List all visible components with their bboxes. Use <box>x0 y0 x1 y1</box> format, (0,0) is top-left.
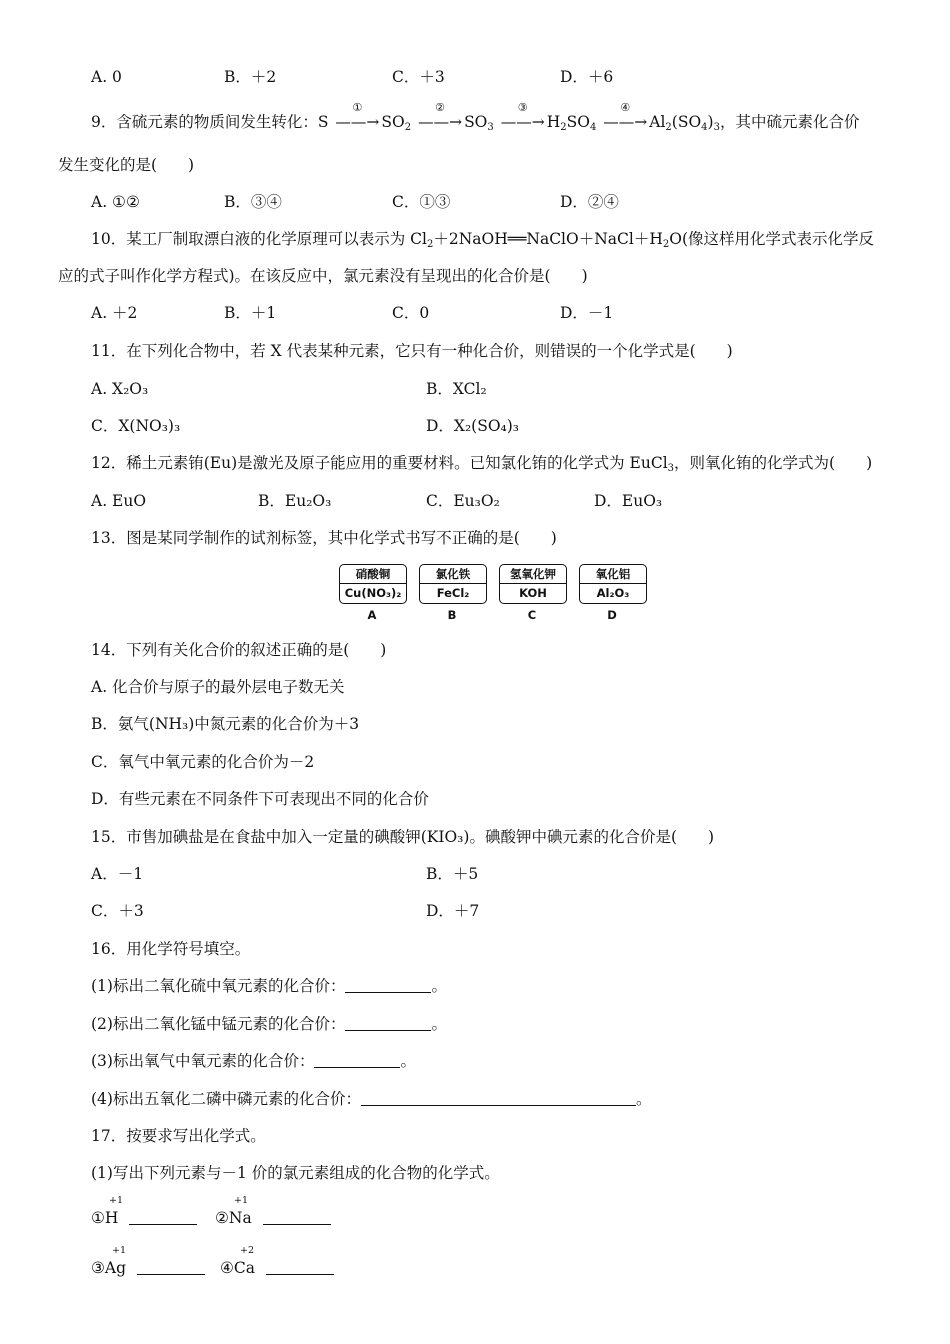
reagent-formula: Cu(NO₃)₂ <box>344 586 402 600</box>
arrow-icon: ① ——→ <box>335 112 379 132</box>
q17-item-na <box>215 1208 331 1228</box>
q12-stem: 12．稀土元素铕(Eu)是激光及原子能应用的重要材料。已知氯化铕的化学式为 EuCl$_3$，则氧化铕的化学式为( ) <box>91 454 873 474</box>
q12-text-a: 12．稀土元素铕(Eu)是激光及原子能应用的重要材料。已知氯化铕的化学式为 EuCl <box>91 454 668 472</box>
q9-stem: 9．含硫元素的物质间发生转化：S ① ——→ $SO_2$ ② ——→ $SO_3$ ③ ——→ $H_2SO_4$ ④ ——→ $Al_2(SO_4)_3$，其中硫元素化合价 <box>91 112 859 138</box>
q15-option-a: A．－1 <box>91 865 144 883</box>
q9-suffix: ，其中硫元素化合价 <box>719 113 860 131</box>
q11-option-c: C．X(NO₃)₃ <box>91 417 181 435</box>
answer-blank[interactable] <box>345 976 431 993</box>
charge-mark: +1 <box>234 1195 249 1206</box>
charge-mark: +1 <box>109 1195 124 1206</box>
q10-stem-line1: 10．某工厂制取漂白液的化学原理可以表示为 $Cl_2+2NaOH══NaClO+NaCl+H_2O$(像这样用化学式表示化学反 <box>91 230 875 250</box>
step-number: ③ <box>517 101 528 114</box>
q16-sub4 <box>91 1089 651 1109</box>
q10-text-a: 10．某工厂制取漂白液的化学原理可以表示为 Cl <box>91 230 427 248</box>
q16-sub4-text: (4)标出五氧化二磷中磷元素的化合价： <box>91 1090 361 1108</box>
q12-option-b: B．Eu₂O₃ <box>258 492 332 510</box>
reagent-letter: D <box>607 608 617 622</box>
reagent-label-b <box>419 564 487 604</box>
q16-stem: 16．用化学符号填空。 <box>91 940 251 958</box>
q8-option-d: D．＋6 <box>560 68 614 86</box>
reagent-label-a <box>339 564 407 604</box>
q15-stem: 15．市售加碘盐是在食盐中加入一定量的碘酸钾(KIO₃)。碘酸钾中碘元素的化合价是( ) <box>91 828 715 846</box>
q16-sub3-text: (3)标出氧气中氧元素的化合价： <box>91 1052 315 1070</box>
answer-blank[interactable] <box>266 1258 334 1275</box>
q10-option-a: A. ＋2 <box>91 304 138 322</box>
q10-stem-line2: 应的式子叫作化学方程式)。在该反应中，氯元素没有呈现出的化合价是( ) <box>58 267 588 285</box>
reagent-letter: B <box>447 608 457 622</box>
q10-option-c: C．0 <box>392 304 430 322</box>
q16-sub1 <box>91 976 447 996</box>
q17-item-h <box>91 1208 197 1228</box>
q15-option-d: D．＋7 <box>426 902 480 920</box>
q15-option-c: C．＋3 <box>91 902 144 920</box>
item-label: ④Ca <box>220 1259 255 1277</box>
q10-text-c: O(像这样用化学式表示化学反 <box>669 230 875 248</box>
answer-blank[interactable] <box>314 1051 400 1068</box>
arrow-icon: ③ ——→ <box>501 112 545 132</box>
q11-option-a: A. X₂O₃ <box>91 380 149 398</box>
q13-stem: 13．图是某同学制作的试剂标签，其中化学式书写不正确的是( ) <box>91 529 557 547</box>
q17-stem: 17．按要求写出化学式。 <box>91 1127 266 1145</box>
reagent-formula: KOH <box>519 586 547 600</box>
answer-blank[interactable] <box>137 1258 205 1275</box>
step-number: ② <box>435 101 445 114</box>
q16-sub2-text: (2)标出二氧化锰中锰元素的化合价： <box>91 1015 346 1033</box>
q8-option-c: C．＋3 <box>392 68 445 86</box>
q12-option-a: A. EuO <box>91 492 147 510</box>
reagent-label-d <box>579 564 647 604</box>
q9-option-a: A. ①② <box>91 193 140 211</box>
reagent-formula: Al₂O₃ <box>596 586 630 600</box>
reagent-name: 氯化铁 <box>420 565 486 584</box>
period: 。 <box>400 1052 416 1070</box>
period: 。 <box>635 1090 652 1108</box>
q11-option-d: D．X₂(SO₄)₃ <box>426 417 520 435</box>
q9-option-b: B．③④ <box>224 193 282 211</box>
q12-option-d: D．EuO₃ <box>594 492 663 510</box>
q17-item-ag <box>91 1258 205 1278</box>
q16-sub2 <box>91 1014 447 1034</box>
q10-option-b: B．＋1 <box>224 304 277 322</box>
q11-stem: 11．在下列化合物中，若 X 代表某种元素，它只有一种化合价，则错误的一个化学式是( ) <box>91 342 733 360</box>
item-label: ①H <box>91 1209 119 1227</box>
answer-blank[interactable] <box>263 1208 331 1225</box>
q17-sub1: (1)写出下列元素与－1 价的氯元素组成的化合物的化学式。 <box>91 1164 500 1182</box>
reagent-labels-figure <box>339 564 649 626</box>
charge-mark: +2 <box>240 1245 255 1256</box>
period: 。 <box>431 977 447 995</box>
answer-blank[interactable] <box>361 1089 636 1106</box>
q9-line2: 发生变化的是( ) <box>58 156 195 174</box>
q9-prefix: 9．含硫元素的物质间发生转化：S <box>91 113 329 131</box>
arrow-icon: ④ ——→ <box>603 112 647 132</box>
q9-option-d: D．②④ <box>560 193 619 211</box>
q14-stem: 14．下列有关化合价的叙述正确的是( ) <box>91 641 387 659</box>
step-number: ④ <box>620 101 631 114</box>
reagent-letter: C <box>527 608 537 622</box>
q10-option-d: D．－1 <box>560 304 614 322</box>
reagent-name: 氢氧化钾 <box>500 565 566 584</box>
q8-option-a: A. 0 <box>91 68 122 86</box>
reagent-label-c <box>499 564 567 604</box>
q14-option-d: D．有些元素在不同条件下可表现出不同的化合价 <box>91 790 429 808</box>
reagent-formula: FeCl₂ <box>436 586 470 600</box>
q9-option-c: C．①③ <box>392 193 451 211</box>
reagent-letter: A <box>367 608 377 622</box>
q16-sub3 <box>91 1051 416 1071</box>
q15-option-b: B．＋5 <box>426 865 479 883</box>
q14-option-c: C．氧气中氧元素的化合价为－2 <box>91 753 315 771</box>
q17-item-ca <box>220 1258 334 1278</box>
q10-text-b: ＋2NaOH══NaClO＋NaCl＋H <box>433 230 663 248</box>
q11-option-b: B．XCl₂ <box>426 380 487 398</box>
charge-mark: +1 <box>112 1245 127 1256</box>
q16-sub1-text: (1)标出二氧化硫中氧元素的化合价： <box>91 977 346 995</box>
item-label: ③Ag <box>91 1259 127 1277</box>
reagent-name: 氧化铝 <box>580 565 646 584</box>
q14-option-a: A. 化合价与原子的最外层电子数无关 <box>91 678 345 696</box>
q14-option-b: B．氨气(NH₃)中氮元素的化合价为＋3 <box>91 715 360 733</box>
answer-blank[interactable] <box>345 1014 431 1031</box>
arrow-icon: ② ——→ <box>418 112 462 132</box>
period: 。 <box>431 1015 447 1033</box>
q12-option-c: C．Eu₃O₂ <box>426 492 500 510</box>
step-number: ① <box>352 101 363 114</box>
item-label: ②Na <box>215 1209 252 1227</box>
q12-text-b: ，则氧化铕的化学式为( ) <box>674 454 873 472</box>
q8-option-b: B．＋2 <box>224 68 277 86</box>
answer-blank[interactable] <box>129 1208 197 1225</box>
reagent-name: 硝酸铜 <box>340 565 406 584</box>
